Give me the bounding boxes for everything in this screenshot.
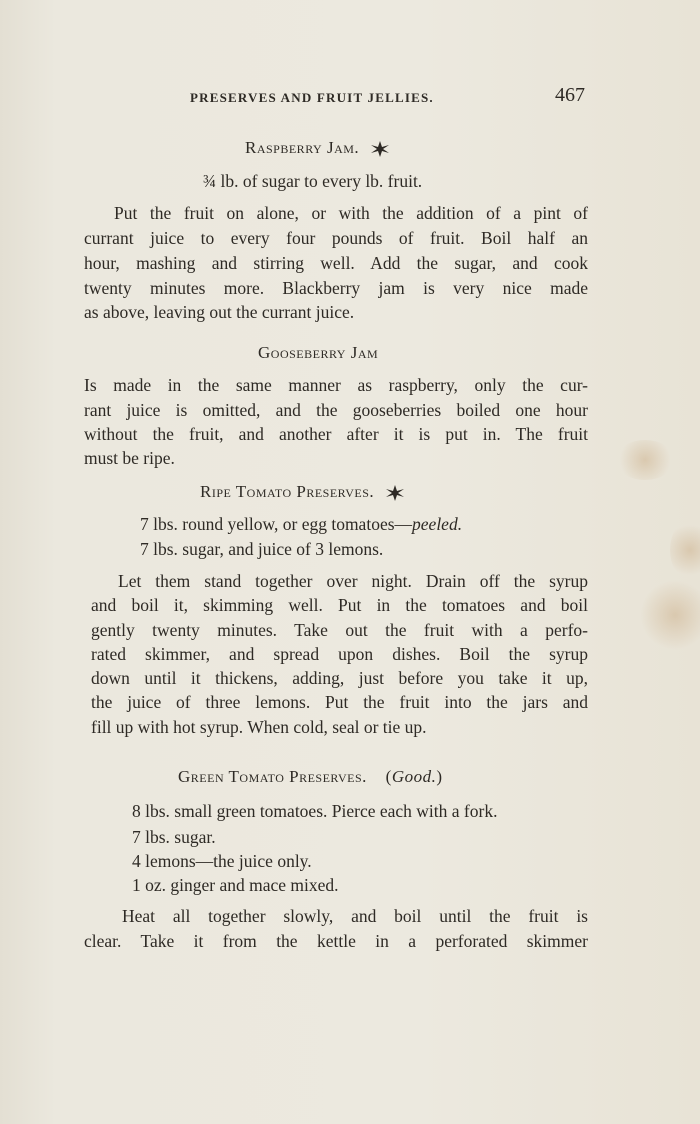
paragraph-line: Is made in the same manner as raspberry, only the cur- [84, 375, 588, 395]
paragraph-line: the juice of three lemons. Put the fruit into the jars and [91, 692, 588, 712]
paragraph-line: Heat all together slowly, and boil until the fruit is [122, 906, 588, 926]
maltese-cross-icon [370, 140, 390, 158]
page-number: 467 [555, 84, 585, 106]
recipe-title-green-tomato-preserves [178, 767, 443, 787]
recipe-title-ripe-tomato-preserves [200, 482, 405, 502]
recipe-title-text: Green Tomato Preserves. [178, 767, 367, 786]
paragraph-line: and boil it, skimming well. Put in the tomatoes and boil [91, 595, 588, 615]
ingredient-line: 4 lemons—the juice only. [132, 851, 312, 871]
age-stain [670, 520, 700, 580]
ingredient-line: 8 lbs. small green tomatoes. Pierce each with a fork. [132, 801, 498, 821]
paragraph-line: rant juice is omitted, and the gooseberries boiled one hour [84, 400, 588, 420]
recipe-note-text: Good. [391, 767, 437, 786]
paragraph-line: clear. Take it from the kettle in a perforated skimmer [84, 931, 588, 951]
ingredient-line: 1 oz. ginger and mace mixed. [132, 875, 339, 895]
paragraph-line: currant juice to every four pounds of fruit. Boil half an [84, 228, 588, 248]
recipe-note-close: ) [436, 767, 443, 786]
recipe-note [386, 767, 443, 786]
recipe-title-raspberry-jam [245, 138, 390, 158]
paragraph-line: down until it thickens, adding, just before you take it up, [91, 668, 588, 688]
age-stain [615, 440, 675, 480]
paragraph-line: must be ripe. [84, 448, 175, 468]
paragraph-line: gently twenty minutes. Take out the fruit with a perfo- [91, 620, 588, 640]
ingredient-note: peeled. [412, 514, 463, 534]
maltese-cross-icon [385, 484, 405, 502]
paragraph-line: without the fruit, and another after it is put in. The fruit [84, 424, 588, 444]
paragraph-line: hour, mashing and stirring well. Add the sugar, and cook [84, 253, 588, 273]
paragraph-line: as above, leaving out the currant juice. [84, 302, 355, 322]
recipe-title-gooseberry-jam [258, 343, 378, 363]
recipe-note-open: ( [385, 767, 392, 786]
paragraph-line: rated skimmer, and spread upon dishes. Boil the syrup [91, 644, 588, 664]
paragraph-line: fill up with hot syrup. When cold, seal or tie up. [91, 717, 427, 737]
recipe-title-text: Ripe Tomato Preserves. [200, 482, 375, 501]
sugar-ratio: ¾ lb. of sugar to every lb. fruit. [203, 171, 423, 191]
age-stain [640, 580, 700, 650]
paragraph-line: twenty minutes more. Blackberry jam is very nice made [84, 278, 588, 298]
paragraph-line: Put the fruit on alone, or with the addition of a pint of [114, 203, 588, 223]
recipe-title-text: Raspberry Jam. [245, 138, 360, 157]
paragraph-line: Let them stand together over night. Drain off the syrup [118, 571, 588, 591]
recipe-title-text: Gooseberry Jam [258, 343, 379, 362]
page-header [190, 84, 585, 108]
ingredient-text: 7 lbs. round yellow, or egg tomatoes— [140, 514, 413, 534]
ingredient-line: 7 lbs. sugar. [132, 827, 216, 847]
ingredient-line: 7 lbs. sugar, and juice of 3 lemons. [140, 539, 384, 559]
ingredient-line [140, 514, 462, 535]
running-title: PRESERVES AND FRUIT JELLIES. [190, 90, 434, 105]
